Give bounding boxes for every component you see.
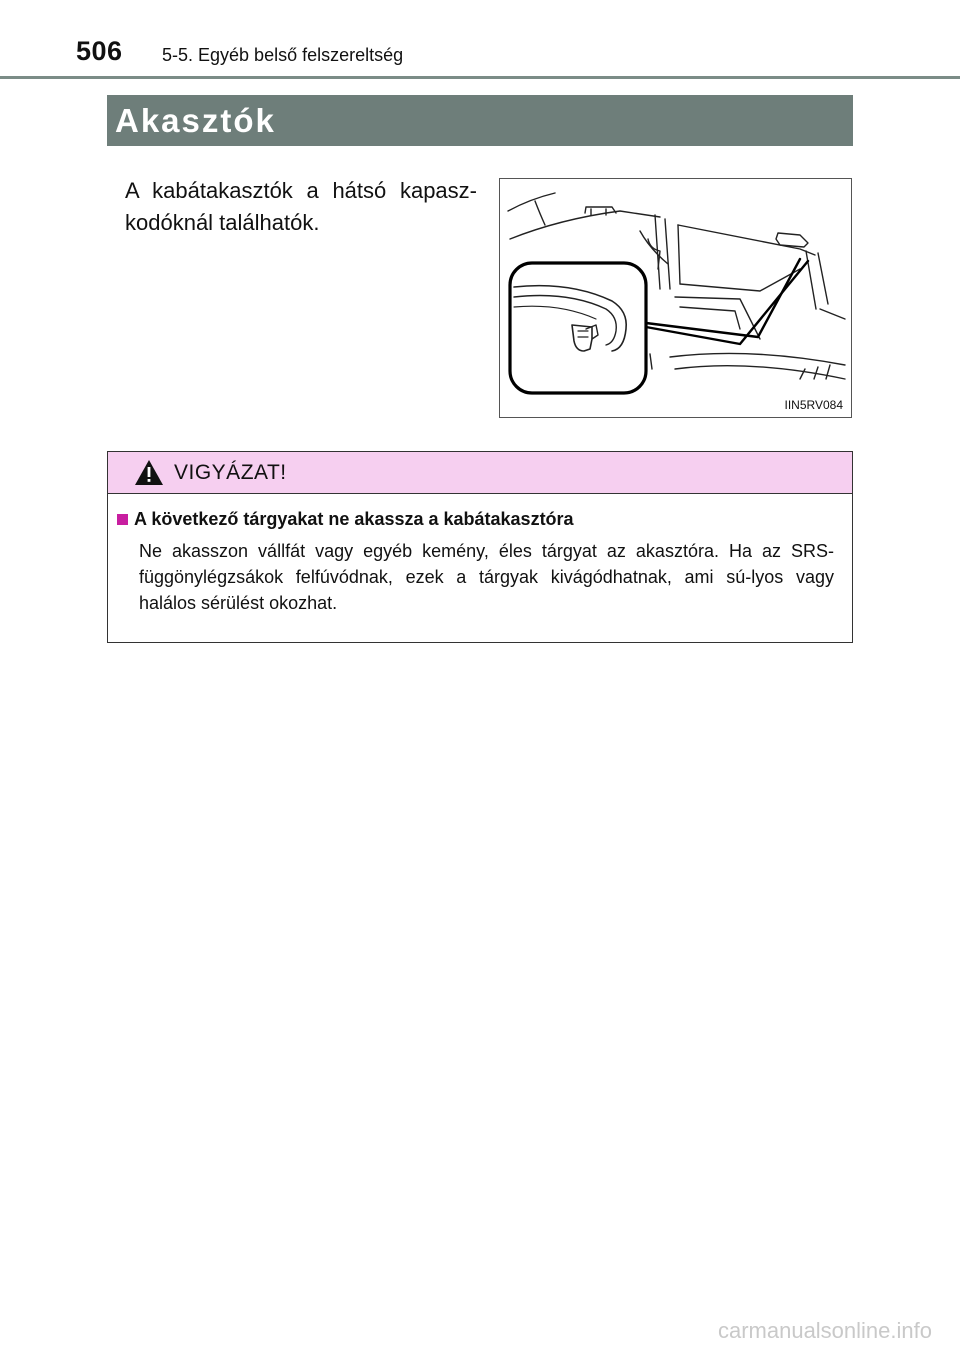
intro-paragraph: A kabátakasztók a hátsó kapasz-kodóknál találhatók. [125, 178, 477, 235]
bullet-square-icon [117, 514, 128, 525]
header-rule [0, 76, 960, 79]
watermark: carmanualsonline.info [717, 1318, 932, 1343]
warning-text: Ne akasszon vállfát vagy egyéb kemény, éles tárgyat az akasztóra. Ha az SRS-függönylégzsákok felfúvódnak, ezek a tárgyak kivágódhatnak, ami sú-lyos vagy halálos sérülést okozhat. [139, 541, 834, 613]
page-number: 506 [76, 36, 123, 66]
warning-heading-text: A következő tárgyakat ne akassza a kabátakasztóra [134, 509, 574, 529]
section-banner [107, 95, 853, 146]
coat-hook-figure [499, 178, 852, 418]
warning-body [108, 494, 852, 616]
warning-header [108, 452, 852, 494]
warning-heading [117, 509, 834, 530]
warning-label: VIGYÁZAT! [174, 460, 287, 484]
chapter-title: 5-5. Egyéb belső felszereltség [162, 45, 404, 65]
figure-code: IIN5RV084 [784, 398, 843, 412]
warning-triangle-icon [134, 459, 164, 486]
coat-hook-illustration-icon [500, 179, 852, 418]
warning-box [107, 451, 853, 643]
section-title: Akasztók [115, 101, 276, 139]
